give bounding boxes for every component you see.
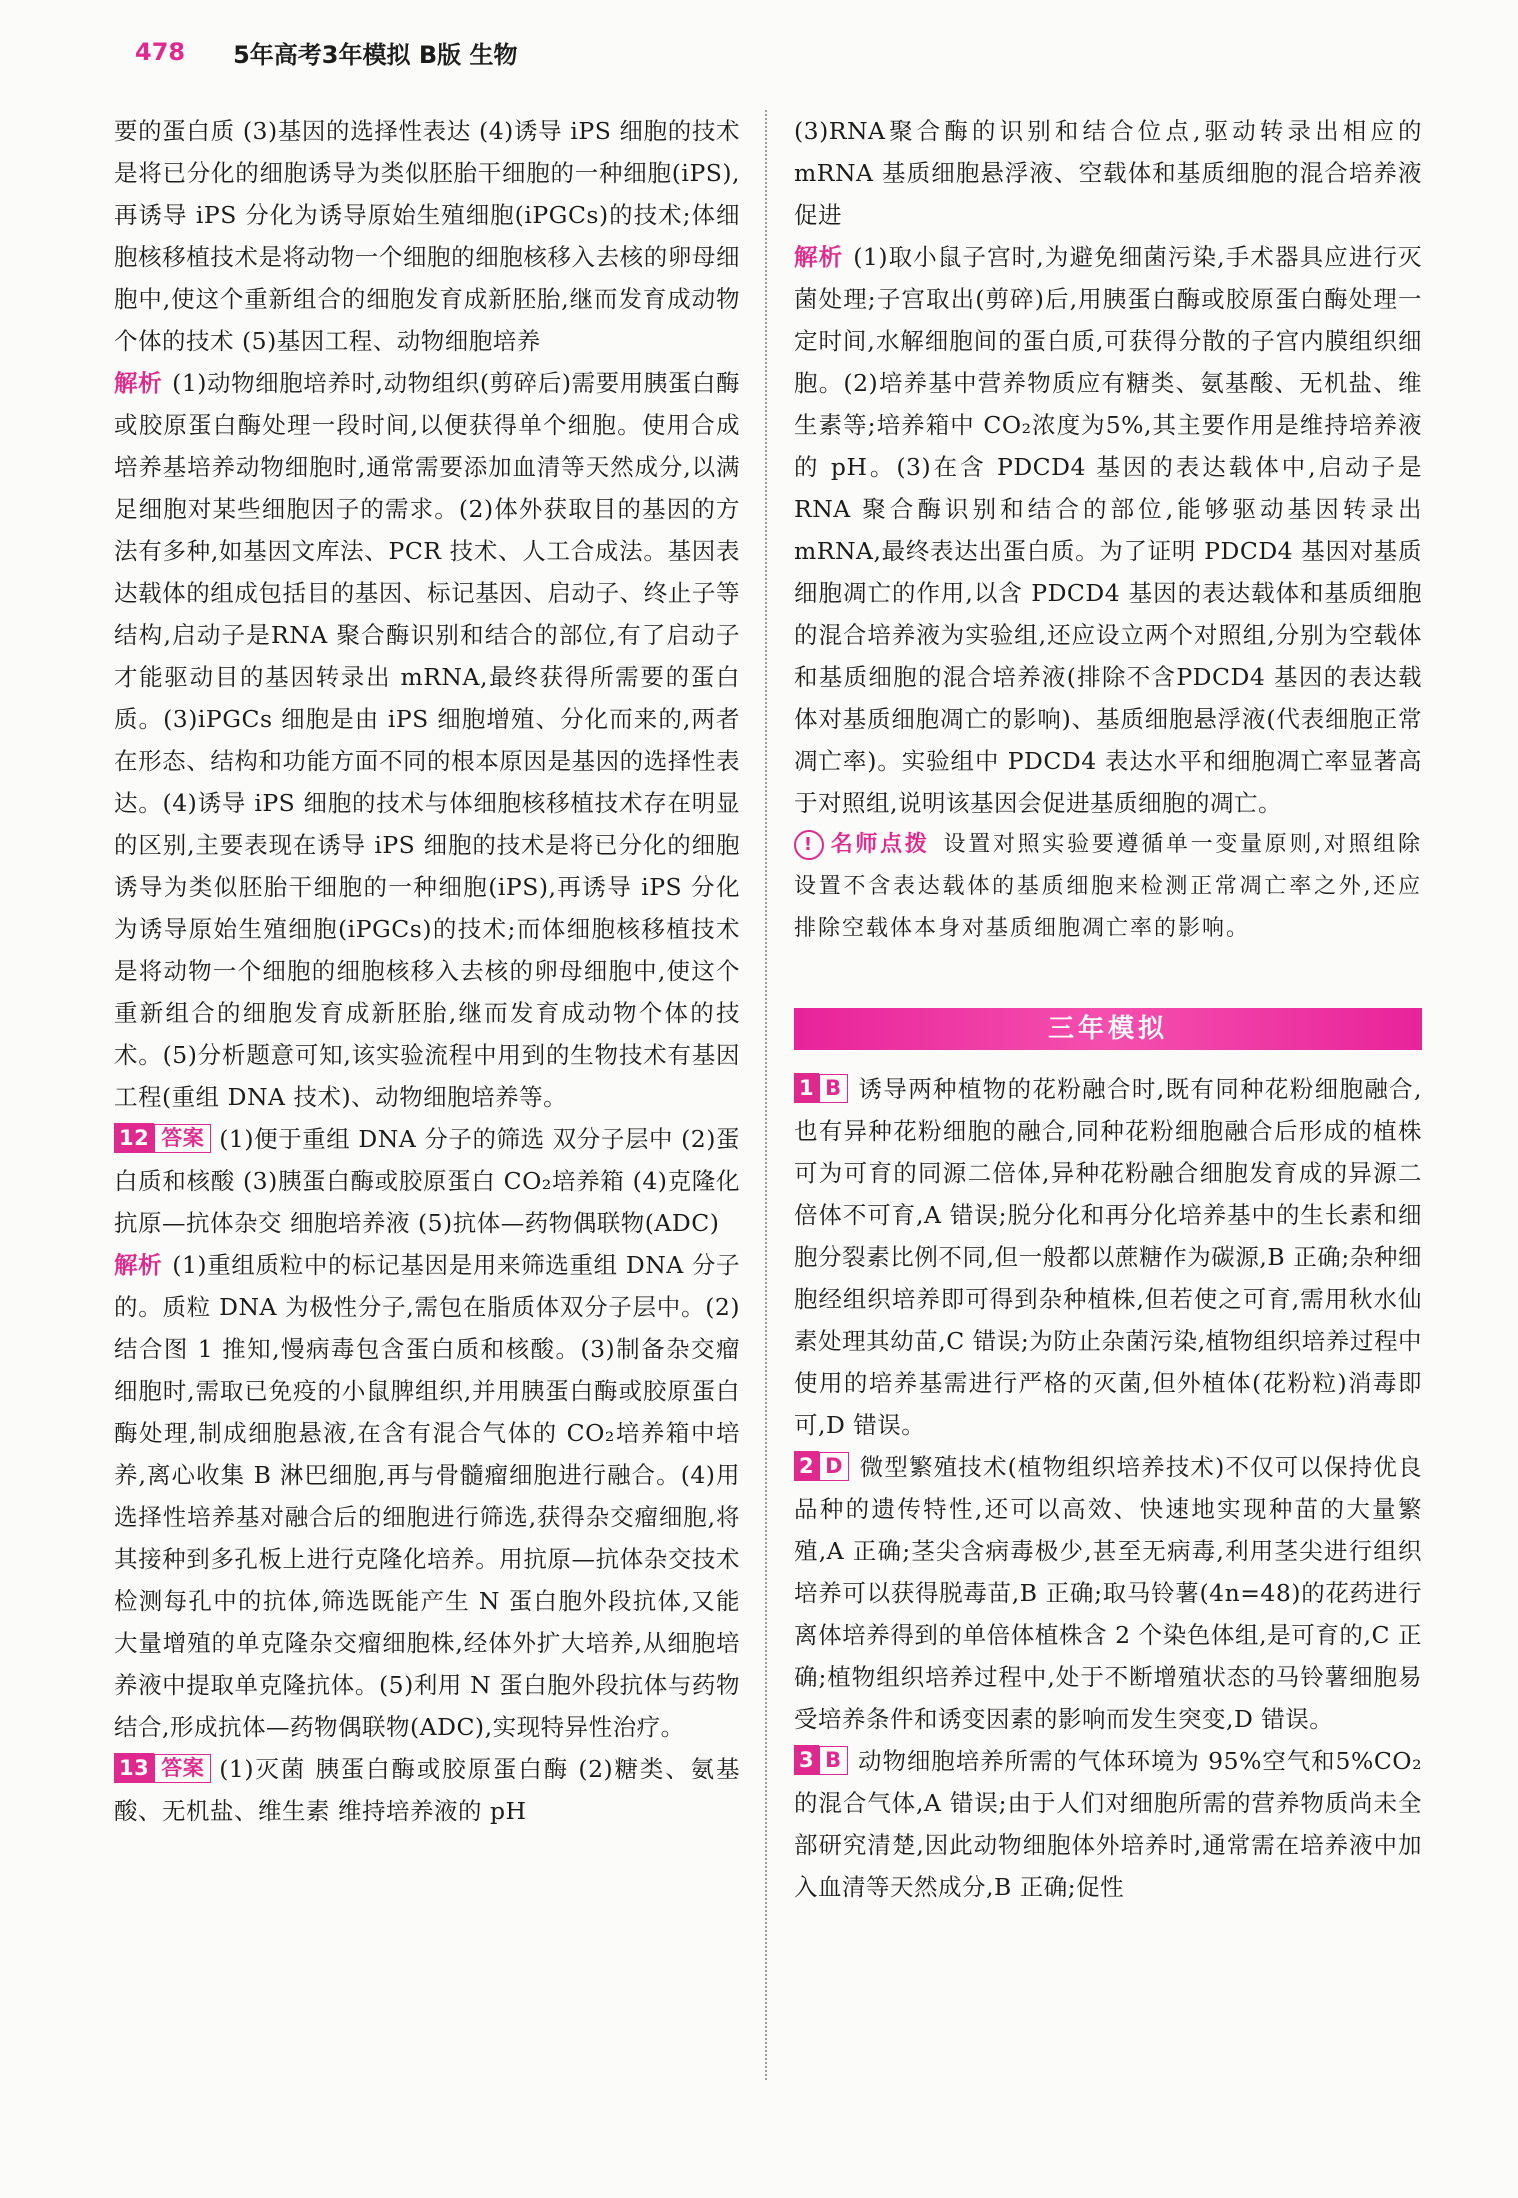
question-number-badge: 1 bbox=[794, 1073, 819, 1103]
question-number-badge: 12 bbox=[114, 1123, 154, 1153]
page-header bbox=[135, 30, 518, 74]
paragraph-text: (1)动物细胞培养时,动物组织(剪碎后)需要用胰蛋白酶或胶原蛋白酶处理一段时间,以便获得单个细胞。使用合成培养基培养动物细胞时,通常需要添加血清等天然成分,以满足细胞对某些细胞因子的需求。(2)体外获取目的基因的方法有多种,如基因文库法、PCR 技术、人工合成法。基因表达载体的组成包括目的基因、标记基因、启动子、终止子等结构,启动子是RNA 聚合酶识别和结合的部位,有了启动子才能驱动目的基因转录出 mRNA,最终获得所需要的蛋白质。(3)iPGCs 细胞是由 iPS 细胞增殖、分化而来的,两者在形态、结构和功能方面不同的根本原因是基因的选择性表达。(4)诱导 iPS 细胞的技术与体细胞核移植技术存在明显的区别,主要表现在诱导 iPS 细胞的技术是将已分化的细胞诱导为类似胚胎干细胞的一种细胞(iPS),再诱导 iPS 分化为诱导原始生殖细胞(iPGCs)的技术;而体细胞核移植技术是将动物一个细胞的细胞核移入去核的卵母细胞中,使这个重新组合的细胞发育成新胚胎,继而发育成动物个体的技术。(5)分析题意可知,该实验流程中用到的生物技术有基因工程(重组 DNA 技术)、动物细胞培养等。 bbox=[114, 369, 741, 1111]
analysis-paragraph bbox=[794, 236, 1422, 824]
question-2 bbox=[794, 1446, 1422, 1740]
paragraph-text: (1)便于重组 DNA 分子的筛选 双分子层中 (2)蛋白质和核酸 (3)胰蛋白酶或胶原蛋白 CO₂培养箱 (4)克隆化 抗原—抗体杂交 细胞培养液 (5)抗体—药物偶联物(ADC) bbox=[114, 1125, 740, 1237]
right-column bbox=[794, 110, 1422, 1908]
teacher-tip bbox=[794, 824, 1422, 950]
page-number: 478 bbox=[135, 38, 186, 66]
answer-continuation bbox=[114, 110, 740, 362]
paragraph-text: 动物细胞培养所需的气体环境为 95%空气和5%CO₂的混合气体,A 错误;由于人们对细胞所需的营养物质尚未全部研究清楚,因此动物细胞体外培养时,通常需在培养液中加入血清等天然成分,B 正确;促性 bbox=[794, 1747, 1422, 1901]
answer-continuation bbox=[794, 110, 1422, 236]
tip-label: 名师点拨 bbox=[830, 832, 930, 857]
paragraph-text: 要的蛋白质 (3)基因的选择性表达 (4)诱导 iPS 细胞的技术是将已分化的细胞诱导为类似胚胎干细胞的一种细胞(iPS),再诱导 iPS 分化为诱导原始生殖细胞(iPGCs)的技术;体细胞核移植技术是将动物一个细胞的细胞核移入去核的卵母细胞中,使这个重新组合的细胞发育成新胚胎,继而发育成动物个体的技术 (5)基因工程、动物细胞培养 bbox=[114, 117, 740, 355]
analysis-paragraph bbox=[114, 362, 740, 1118]
paragraph-text: (3)RNA聚合酶的识别和结合位点,驱动转录出相应的 mRNA 基质细胞悬浮液、空载体和基质细胞的混合培养液 促进 bbox=[794, 117, 1422, 229]
paragraph-text: (1)重组质粒中的标记基因是用来筛选重组 DNA 分子的。质粒 DNA 为极性分子,需包在脂质体双分子层中。(2)结合图 1 推知,慢病毒包含蛋白质和核酸。(3)制备杂交瘤细胞时,需取已免疫的小鼠脾组织,并用胰蛋白酶或胶原蛋白酶处理,制成细胞悬液,在含有混合气体的 CO₂培养箱中培养,离心收集 B 淋巴细胞,再与骨髓瘤细胞进行融合。(4)用选择性培养基对融合后的细胞进行筛选,获得杂交瘤细胞,将其接种到多孔板上进行克隆化培养。用抗原—抗体杂交技术检测每孔中的抗体,筛选既能产生 N 蛋白胞外段抗体,又能大量增殖的单克隆杂交瘤细胞株,经体外扩大培养,从细胞培养液中提取单克隆抗体。(5)利用 N 蛋白胞外段抗体与药物结合,形成抗体—药物偶联物(ADC),实现特异性治疗。 bbox=[114, 1251, 740, 1741]
analysis-label: 解析 bbox=[114, 1251, 163, 1279]
book-title: 5年高考3年模拟 B版 生物 bbox=[233, 40, 518, 69]
section-banner: 三年模拟 bbox=[794, 1008, 1422, 1050]
column-divider bbox=[765, 110, 767, 2080]
analysis-label: 解析 bbox=[114, 369, 163, 397]
answer-option-badge: B bbox=[819, 1746, 848, 1775]
question-number-badge: 13 bbox=[114, 1753, 154, 1783]
paragraph-text: (1)取小鼠子宫时,为避免细菌污染,手术器具应进行灭菌处理;子宫取出(剪碎)后,用胰蛋白酶或胶原蛋白酶处理一定时间,水解细胞间的蛋白质,可获得分散的子宫内膜组织细胞。(2)培养基中营养物质应有糖类、氨基酸、无机盐、维生素等;培养箱中 CO₂浓度为5%,其主要作用是维持培养液的 pH。(3)在含 PDCD4 基因的表达载体中,启动子是 RNA 聚合酶识别和结合的部位,能够驱动基因转录出 mRNA,最终表达出蛋白质。为了证明 PDCD4 基因对基质细胞凋亡的作用,以含 PDCD4 基因的表达载体和基质细胞的混合培养液为实验组,还应设立两个对照组,分别为空载体和基质细胞的混合培养液(排除不含PDCD4 基因的表达载体对基质细胞凋亡的影响)、基质细胞悬浮液(代表细胞正常凋亡率)。实验组中 PDCD4 表达水平和细胞凋亡率显著高于对照组,说明该基因会促进基质细胞的凋亡。 bbox=[794, 243, 1423, 817]
answer-paragraph-12 bbox=[114, 1118, 740, 1244]
tip-text: 设置对照实验要遵循单一变量原则,对照组除设置不含表达载体的基质细胞来检测正常凋亡率之外,还应排除空载体本身对基质细胞凋亡率的影响。 bbox=[794, 832, 1422, 941]
answer-option-badge: B bbox=[819, 1074, 848, 1103]
question-number-badge: 2 bbox=[794, 1451, 819, 1481]
exclamation-icon: ! bbox=[794, 830, 824, 860]
answer-label: 答案 bbox=[154, 1124, 211, 1153]
paragraph-text: 诱导两种植物的花粉融合时,既有同种花粉细胞融合,也有异种花粉细胞的融合,同种花粉细胞融合后形成的植株可为可育的同源二倍体,异种花粉融合细胞发育成的异源二倍体不可育,A 错误;脱分化和再分化培养基中的生长素和细胞分裂素比例不同,但一般都以蔗糖作为碳源,B 正确;杂种细胞经组织培养即可得到杂种植株,但若使之可育,需用秋水仙素处理其幼苗,C 错误;为防止杂菌污染,植物组织培养过程中使用的培养基需进行严格的灭菌,但外植体(花粉粒)消毒即可,D 错误。 bbox=[794, 1075, 1422, 1439]
answer-option-badge: D bbox=[819, 1452, 849, 1481]
question-1 bbox=[794, 1068, 1422, 1446]
analysis-paragraph bbox=[114, 1244, 740, 1748]
question-3 bbox=[794, 1740, 1422, 1908]
paragraph-text: (1)灭菌 胰蛋白酶或胶原蛋白酶 (2)糖类、氨基酸、无机盐、维生素 维持培养液的 pH bbox=[114, 1755, 740, 1825]
answer-label: 答案 bbox=[154, 1754, 211, 1783]
answer-paragraph-13 bbox=[114, 1748, 740, 1832]
analysis-label: 解析 bbox=[794, 243, 844, 271]
left-column bbox=[114, 110, 740, 1832]
question-number-badge: 3 bbox=[794, 1745, 819, 1775]
paragraph-text: 微型繁殖技术(植物组织培养技术)不仅可以保持优良品种的遗传特性,还可以高效、快速地实现种苗的大量繁殖,A 正确;茎尖含病毒极少,甚至无病毒,利用茎尖进行组织培养可以获得脱毒苗,B 正确;取马铃薯(4n=48)的花药进行离体培养得到的单倍体植株含 2 个染色体组,是可育的,C 正确;植物组织培养过程中,处于不断增殖状态的马铃薯细胞易受培养条件和诱变因素的影响而发生突变,D 错误。 bbox=[794, 1453, 1422, 1733]
